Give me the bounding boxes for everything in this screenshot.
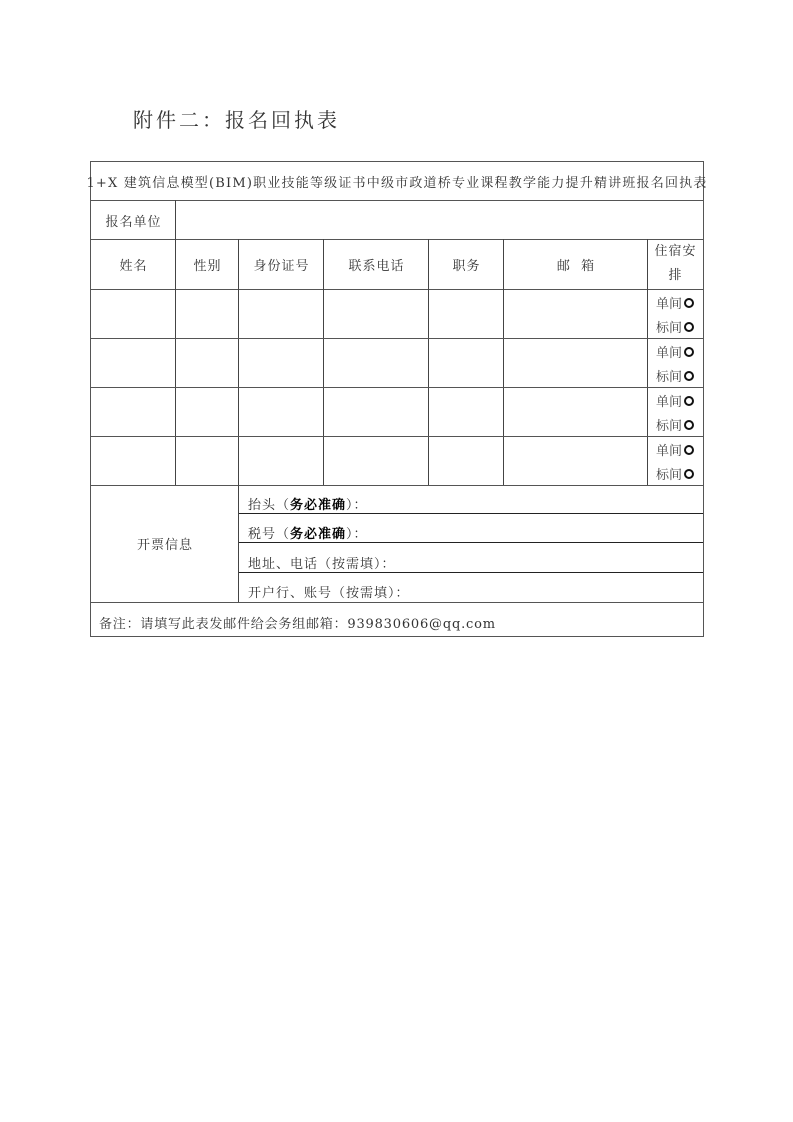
field-label-suffix: ）： (346, 527, 368, 542)
unit-input[interactable] (176, 201, 703, 239)
radio-circle-icon[interactable] (684, 396, 694, 406)
field-label: 税号（ (248, 527, 291, 542)
row2-phone-input[interactable] (324, 338, 429, 387)
field-label-suffix: ）： (346, 498, 368, 513)
option-label: 标间 (656, 468, 683, 483)
option-label: 标间 (656, 419, 683, 434)
row2-title-input[interactable] (429, 338, 504, 387)
row1-title-input[interactable] (429, 289, 504, 338)
field-label: 地址、电话（按需填）： (248, 557, 396, 572)
col-header-phone: 联系电话 (348, 258, 405, 274)
row3-id-input[interactable] (239, 387, 324, 436)
radio-circle-icon[interactable] (684, 469, 694, 479)
row1-id-input[interactable] (239, 289, 324, 338)
divider (239, 542, 703, 543)
invoice-title-field[interactable] (248, 494, 368, 513)
radio-circle-icon[interactable] (684, 371, 694, 381)
radio-circle-icon[interactable] (684, 445, 694, 455)
divider (91, 602, 703, 603)
col-header-lodging (648, 239, 703, 289)
col-header-email: 邮 箱 (556, 258, 596, 274)
row1-gender-input[interactable] (176, 289, 239, 338)
radio-circle-icon[interactable] (684, 420, 694, 430)
row4-title-input[interactable] (429, 436, 504, 485)
registration-form-table (86, 161, 708, 637)
row4-gender-input[interactable] (176, 436, 239, 485)
invoice-tax-id-field[interactable] (248, 523, 368, 542)
col-header-gender: 性别 (193, 258, 222, 274)
row1-name-input[interactable] (91, 289, 176, 338)
field-emphasis: 务必准确 (290, 527, 347, 542)
row2-single-room-option[interactable] (656, 342, 694, 361)
row2-name-input[interactable] (91, 338, 176, 387)
row2-gender-input[interactable] (176, 338, 239, 387)
radio-circle-icon[interactable] (684, 322, 694, 332)
invoice-address-phone-field[interactable] (248, 553, 396, 572)
row1-email-input[interactable] (504, 289, 648, 338)
radio-circle-icon[interactable] (684, 298, 694, 308)
row3-phone-input[interactable] (324, 387, 429, 436)
row2-email-input[interactable] (504, 338, 648, 387)
col-header-title: 职务 (452, 258, 481, 274)
col-header-lodging-line2: 排 (668, 268, 683, 283)
row2-standard-room-option[interactable] (656, 366, 694, 385)
radio-circle-icon[interactable] (684, 347, 694, 357)
row3-title-input[interactable] (429, 387, 504, 436)
field-emphasis: 务必准确 (290, 498, 347, 513)
row4-id-input[interactable] (239, 436, 324, 485)
option-label: 标间 (656, 370, 683, 385)
row4-email-input[interactable] (504, 436, 648, 485)
option-label: 单间 (656, 297, 683, 312)
col-header-name: 姓名 (119, 258, 148, 274)
row3-gender-input[interactable] (176, 387, 239, 436)
row3-single-room-option[interactable] (656, 391, 694, 410)
unit-label: 报名单位 (105, 214, 162, 230)
row4-standard-room-option[interactable] (656, 464, 694, 483)
row1-single-room-option[interactable] (656, 293, 694, 312)
page-title: 附件二：报名回执表 (133, 108, 340, 132)
option-label: 单间 (656, 346, 683, 361)
row2-id-input[interactable] (239, 338, 324, 387)
form-heading: 1+X 建筑信息模型(BIM)职业技能等级证书中级市政道桥专业课程教学能力提升精讲班报名回执表 (86, 176, 708, 191)
field-label: 开户行、账号（按需填）： (248, 586, 410, 601)
note-text: 备注：请填写此表发邮件给会务组邮箱：939830606@qq.com (99, 617, 496, 632)
divider (175, 200, 176, 239)
field-label: 抬头（ (248, 498, 291, 513)
row3-standard-room-option[interactable] (656, 415, 694, 434)
invoice-bank-account-field[interactable] (248, 582, 410, 601)
divider (238, 485, 239, 602)
row1-phone-input[interactable] (324, 289, 429, 338)
divider (239, 572, 703, 573)
row3-name-input[interactable] (91, 387, 176, 436)
option-label: 单间 (656, 395, 683, 410)
row4-single-room-option[interactable] (656, 440, 694, 459)
row1-standard-room-option[interactable] (656, 317, 694, 336)
divider (239, 513, 703, 514)
row3-email-input[interactable] (504, 387, 648, 436)
col-header-id: 身份证号 (253, 258, 310, 274)
invoice-label: 开票信息 (136, 538, 193, 553)
col-header-lodging-line1: 住宿安 (654, 244, 697, 259)
row4-name-input[interactable] (91, 436, 176, 485)
option-label: 标间 (656, 321, 683, 336)
row4-phone-input[interactable] (324, 436, 429, 485)
option-label: 单间 (656, 444, 683, 459)
